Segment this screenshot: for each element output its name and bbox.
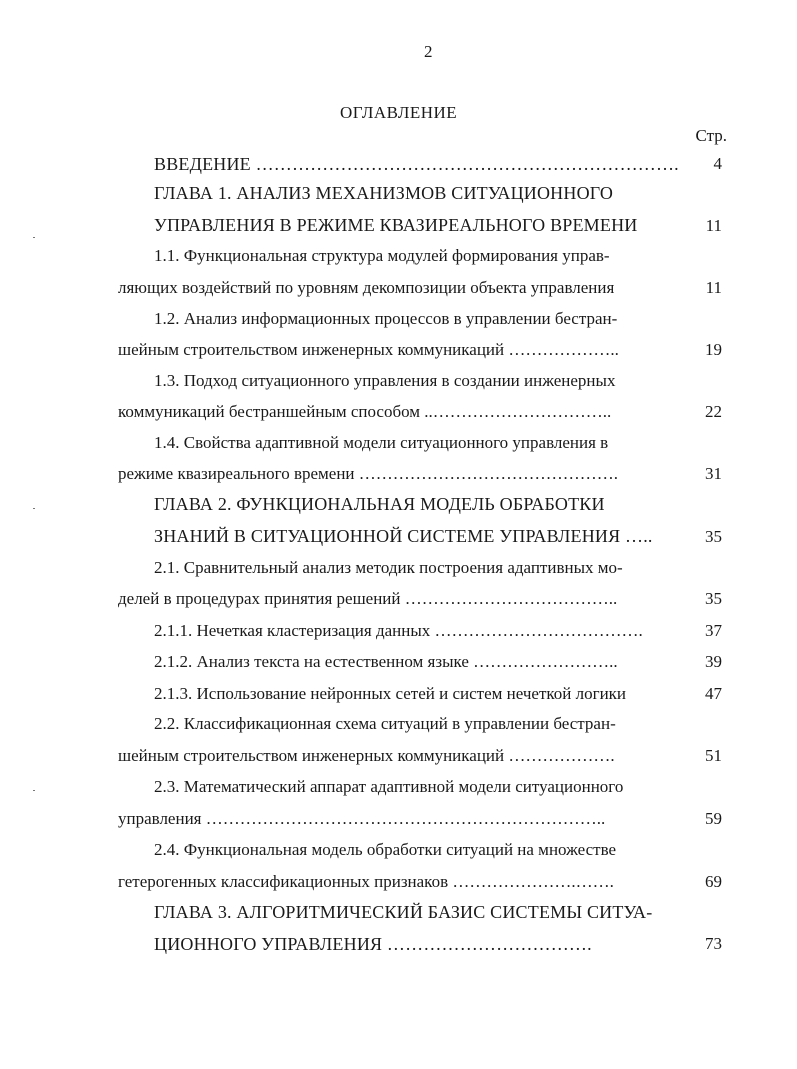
toc-entry-page: 22 (705, 402, 722, 421)
scan-speck (33, 790, 35, 791)
toc-entry-page: 19 (705, 340, 722, 359)
toc-entry-title-line1: ГЛАВА 1. АНАЛИЗ МЕХАНИЗМОВ СИТУАЦИОННОГО (154, 183, 614, 203)
toc-entry-title-line2: режиме квазиреального времени ………………………………………. (118, 464, 619, 483)
toc-entry-title-line2: шейным строительством инженерных коммуникаций ……………….. (118, 340, 619, 359)
toc-entry-page: 11 (705, 216, 722, 235)
toc-entry-title: ВВЕДЕНИЕ ……………………………………………………………. (154, 154, 679, 174)
toc-entry-page: 59 (705, 809, 722, 828)
toc-entry-title-line1: 2.4. Функциональная модель обработки ситуаций на множестве (154, 840, 617, 859)
toc-entry-title-line1: 1.2. Анализ информационных процессов в управлении бестран- (154, 309, 618, 328)
toc-entry-title-line1: ГЛАВА 3. АЛГОРИТМИЧЕСКИЙ БАЗИС СИСТЕМЫ СИТУА- (154, 902, 653, 922)
toc-entry-page: 31 (705, 464, 722, 483)
toc-entry-title-line2: шейным строительством инженерных коммуникаций ………………. (118, 746, 615, 765)
toc-entry-page: 35 (705, 589, 722, 608)
toc-entry-title: 2.1.1. Нечеткая кластеризация данных ………………………………. (154, 621, 643, 640)
scan-speck (33, 508, 35, 509)
toc-entry-title-line1: 1.4. Свойства адаптивной модели ситуационного управления в (154, 433, 609, 452)
toc-entry-title-line2: гетерогенных классификационных признаков ………………….……. (118, 872, 614, 891)
page-number: 2 (424, 42, 433, 61)
toc-entry-title-line2: ЦИОННОГО УПРАВЛЕНИЯ ……………………………. (154, 934, 592, 954)
toc-entry-title-line2: делей в процедурах принятия решений ……………………………….. (118, 589, 618, 608)
page-column-label: Стр. (695, 126, 727, 145)
toc-entry-title-line1: 2.2. Классификационная схема ситуаций в управлении бестран- (154, 714, 616, 733)
scan-speck (33, 237, 35, 238)
toc-entry-page: 39 (705, 652, 722, 671)
toc-entry-title: 2.1.3. Использование нейронных сетей и систем нечеткой логики (154, 684, 627, 703)
toc-entry-title-line1: ГЛАВА 2. ФУНКЦИОНАЛЬНАЯ МОДЕЛЬ ОБРАБОТКИ (154, 494, 605, 514)
toc-entry-page: 51 (705, 746, 722, 765)
toc-title: ОГЛАВЛЕНИЕ (340, 103, 458, 122)
toc-entry-title-line2: ляющих воздействий по уровням декомпозиции объекта управления (118, 278, 615, 297)
toc-entry-title-line2: ЗНАНИЙ В СИТУАЦИОННОЙ СИСТЕМЕ УПРАВЛЕНИЯ ….. (154, 526, 653, 546)
toc-entry-title-line2: УПРАВЛЕНИЯ В РЕЖИМЕ КВАЗИРЕАЛЬНОГО ВРЕМЕНИ (154, 215, 638, 235)
toc-entry-page: 11 (705, 278, 722, 297)
toc-entry-page: 4 (713, 154, 722, 173)
toc-entry-page: 37 (705, 621, 722, 640)
toc-entry-page: 35 (705, 527, 722, 546)
toc-entry-page: 69 (705, 872, 722, 891)
toc-entry-page: 47 (705, 684, 722, 703)
toc-entry-title-line2: управления …………………………………………………………….. (118, 809, 606, 828)
toc-entry-title-line1: 1.1. Функциональная структура модулей формирования управ- (154, 246, 610, 265)
toc-entry-title-line2: коммуникаций бестраншейным способом ..………………………….. (118, 402, 612, 421)
toc-entry-title-line1: 2.1. Сравнительный анализ методик построения адаптивных мо- (154, 558, 623, 577)
toc-entry-title-line1: 1.3. Подход ситуационного управления в создании инженерных (154, 371, 616, 390)
toc-entry-page: 73 (705, 934, 722, 953)
toc-entry-title-line1: 2.3. Математический аппарат адаптивной модели ситуационного (154, 777, 624, 796)
toc-entry-title: 2.1.2. Анализ текста на естественном языке …………………….. (154, 652, 618, 671)
